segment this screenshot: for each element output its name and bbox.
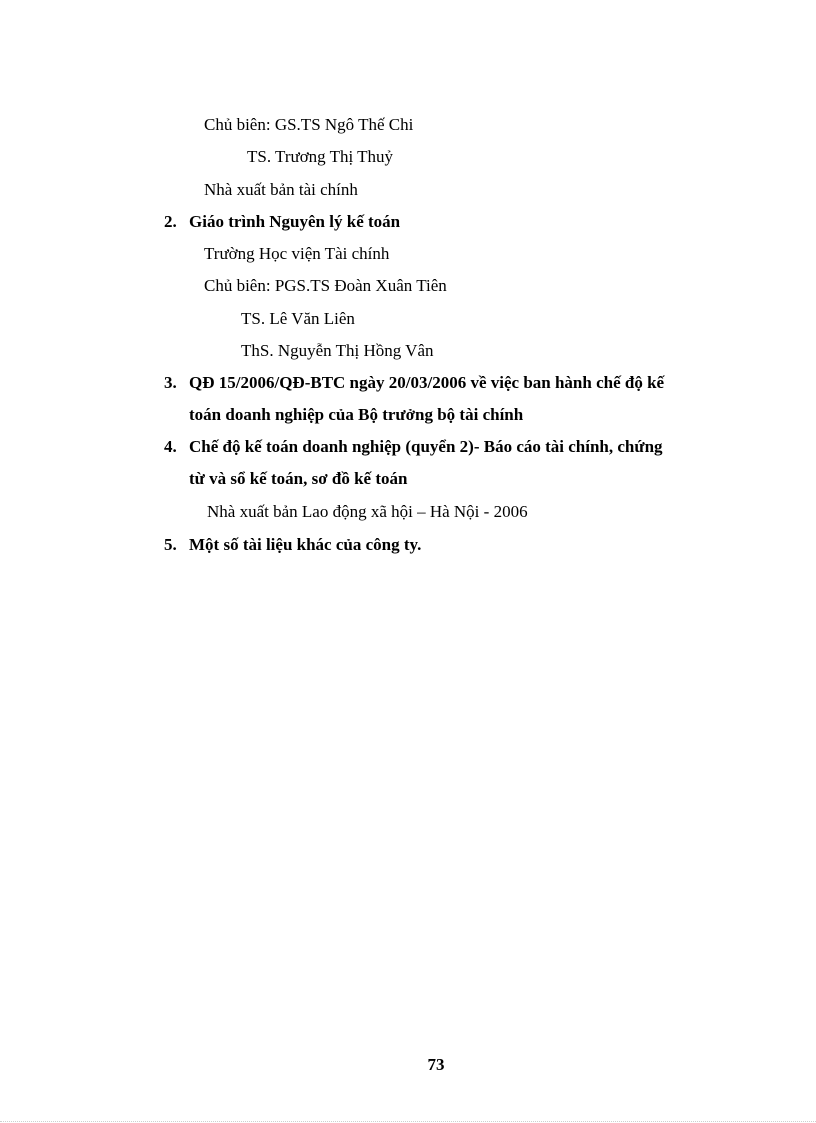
ref1-coeditor-line: TS. Trương Thị Thuỷ bbox=[247, 147, 394, 166]
ref2-title: Giáo trình Nguyên lý kế toán bbox=[189, 212, 401, 231]
ref5-number: 5. bbox=[164, 535, 177, 554]
ref3-line1: QĐ 15/2006/QĐ-BTC ngày 20/03/2006 về việc ban hành chế độ kế bbox=[189, 373, 665, 392]
ref2-coeditor2: ThS. Nguyễn Thị Hồng Vân bbox=[241, 341, 434, 360]
page-bottom-rule bbox=[0, 1121, 816, 1122]
ref2-coeditor1: TS. Lê Văn Liên bbox=[241, 309, 355, 328]
ref4-publisher-line: Nhà xuất bản Lao động xã hội – Hà Nội - 2006 bbox=[207, 502, 528, 521]
ref4-line1: Chế độ kế toán doanh nghiệp (quyển 2)- Báo cáo tài chính, chứng bbox=[189, 437, 663, 456]
ref2-editor-line: Chủ biên: PGS.TS Đoàn Xuân Tiên bbox=[204, 276, 447, 295]
ref2-number: 2. bbox=[164, 212, 177, 231]
ref3-line2: toán doanh nghiệp của Bộ trưởng bộ tài chính bbox=[189, 405, 524, 424]
ref4-number: 4. bbox=[164, 437, 177, 456]
ref4-line2: từ và sổ kế toán, sơ đồ kế toán bbox=[189, 469, 408, 488]
page-number: 73 bbox=[427, 1055, 445, 1074]
ref5-title: Một số tài liệu khác của công ty. bbox=[189, 535, 422, 554]
ref1-editor-line: Chủ biên: GS.TS Ngô Thế Chi bbox=[204, 115, 414, 134]
ref3-number: 3. bbox=[164, 373, 177, 392]
ref1-publisher-line: Nhà xuất bản tài chính bbox=[204, 180, 358, 199]
ref2-institution: Trường Học viện Tài chính bbox=[204, 244, 390, 263]
